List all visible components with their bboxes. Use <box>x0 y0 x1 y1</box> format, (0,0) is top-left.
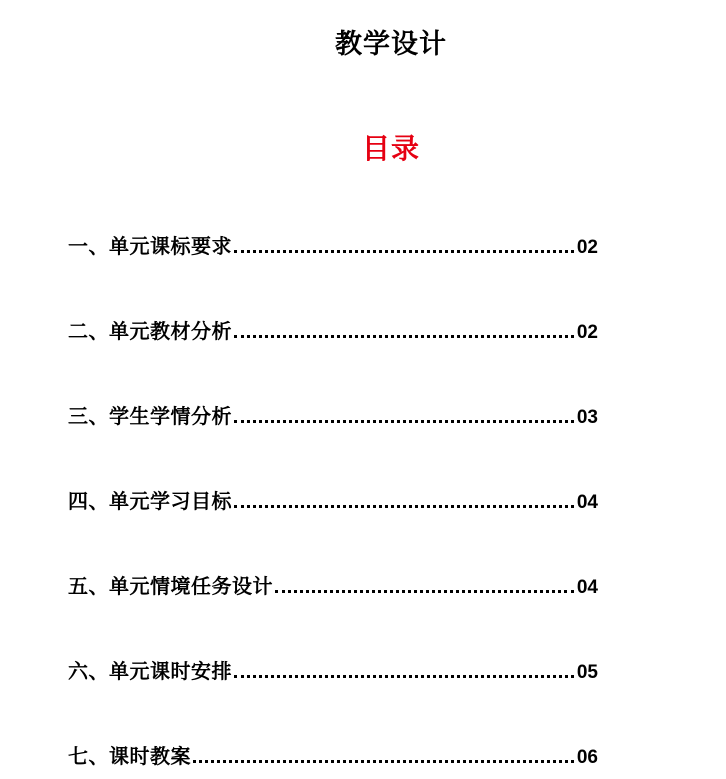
toc-entry-title: 四、单元学习目标 <box>68 489 232 513</box>
toc-dot-leader <box>234 250 574 253</box>
toc-entry-title: 五、单元情境任务设计 <box>68 574 273 598</box>
toc-entry-title: 一、单元课标要求 <box>68 234 232 258</box>
toc-entry-title: 七、课时教案 <box>68 744 191 768</box>
toc-dot-leader <box>234 675 574 678</box>
toc-page-number: 06 <box>576 747 598 768</box>
toc-page-number: 04 <box>576 492 598 513</box>
toc-page-number: 05 <box>576 662 598 683</box>
toc-entry[interactable] <box>68 654 598 684</box>
toc-heading: 目录 <box>361 132 420 165</box>
document-title: 教学设计 <box>335 29 447 60</box>
toc-page-number: 04 <box>576 577 598 598</box>
toc-page-number: 02 <box>576 322 598 343</box>
toc-dot-leader <box>193 760 574 763</box>
toc-entry[interactable] <box>68 484 598 514</box>
toc-dot-leader <box>234 335 574 338</box>
toc-entry[interactable] <box>68 569 598 599</box>
toc-page-number: 02 <box>576 237 598 258</box>
toc-entry[interactable] <box>68 739 598 769</box>
toc-entry[interactable] <box>68 229 598 259</box>
toc-entry[interactable] <box>68 314 598 344</box>
toc-dot-leader <box>234 505 574 508</box>
toc-dot-leader <box>234 420 574 423</box>
toc-entry-title: 三、学生学情分析 <box>68 404 232 428</box>
toc-page-number: 03 <box>576 407 598 428</box>
toc-entry[interactable] <box>68 399 598 429</box>
toc-dot-leader <box>275 590 574 593</box>
toc-entry-title: 二、单元教材分析 <box>68 319 232 343</box>
toc-entry-title: 六、单元课时安排 <box>68 659 232 683</box>
